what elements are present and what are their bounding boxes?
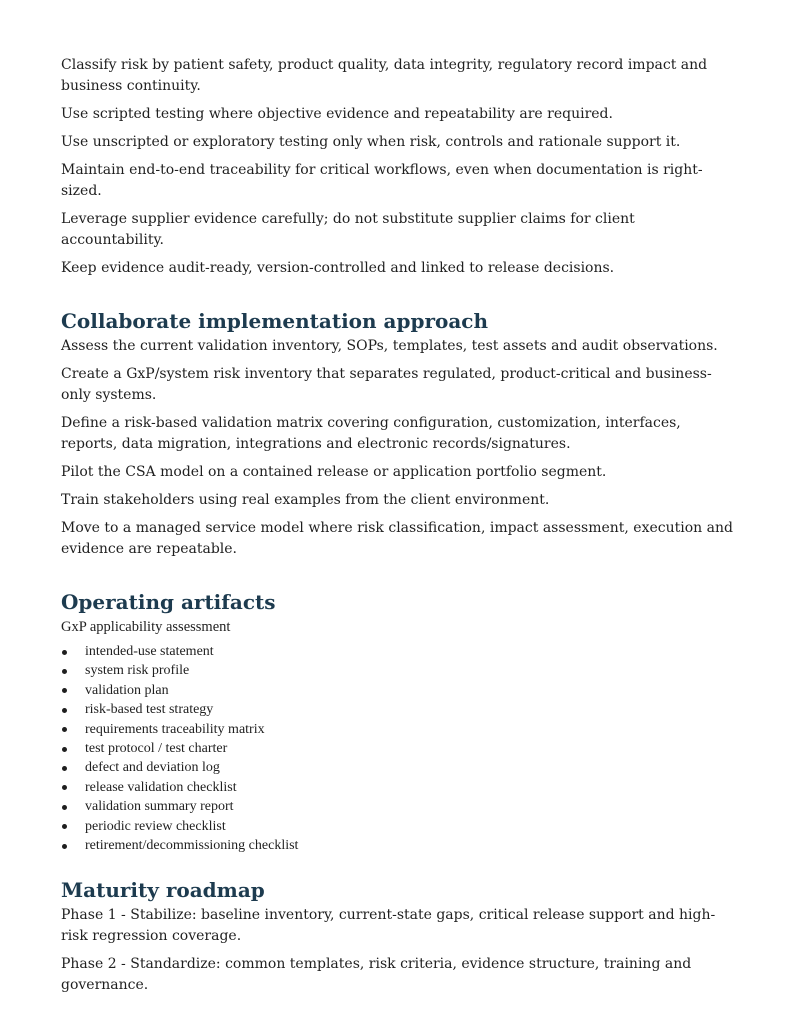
- artifacts-section: [61, 589, 741, 855]
- implementation-heading: Collaborate implementation approach: [61, 309, 489, 333]
- implementation-paragraph: Create a GxP/system risk inventory that separates regulated, product-critical and business-only systems.: [61, 366, 712, 403]
- roadmap-phase-1: Phase 1 - Stabilize: baseline inventory, current-state gaps, critical release support and high-risk regression coverage.: [61, 907, 716, 945]
- roadmap-section: [61, 877, 741, 996]
- intro-paragraph-scripted: Use scripted testing where objective evidence and repeatability are required.: [61, 106, 613, 122]
- intro-paragraph-unscripted: Use unscripted or exploratory testing only when risk, controls and rationale support it.: [61, 134, 681, 150]
- list-item: validation summary report: [61, 797, 741, 816]
- intro-paragraph-risk: Classify risk by patient safety, product quality, data integrity, regulatory record impact and business continuity.: [61, 57, 708, 94]
- implementation-paragraph: Move to a managed service model where risk classification, impact assessment, execution and evidence are repeatable.: [61, 520, 733, 557]
- list-item: intended-use statement: [61, 642, 741, 661]
- list-item: release validation checklist: [61, 778, 741, 797]
- roadmap-heading: Maturity roadmap: [61, 878, 265, 903]
- intro-paragraph-supplier: Leverage supplier evidence carefully; do not substitute supplier claims for client accountability.: [61, 211, 635, 248]
- implementation-section: [61, 308, 741, 560]
- implementation-paragraph: Pilot the CSA model on a contained release or application portfolio segment.: [61, 464, 607, 480]
- implementation-paragraph: Train stakeholders using real examples from the client environment.: [61, 492, 550, 508]
- list-item: retirement/decommissioning checklist: [61, 836, 741, 855]
- list-item: risk-based test strategy: [61, 700, 741, 719]
- intro-paragraph-traceability: Maintain end-to-end traceability for critical workflows, even when documentation is right-sized.: [61, 162, 703, 199]
- intro-section: [61, 55, 741, 279]
- artifacts-list: [61, 642, 741, 855]
- list-item: defect and deviation log: [61, 758, 741, 777]
- artifacts-heading: Operating artifacts: [61, 590, 276, 614]
- list-item: requirements traceability matrix: [61, 720, 741, 739]
- roadmap-phase-2: Phase 2 - Standardize: common templates, risk criteria, evidence structure, training and governance.: [61, 956, 692, 994]
- artifacts-lead: GxP applicability assessment: [61, 619, 231, 635]
- intro-paragraph-evidence: Keep evidence audit-ready, version-controlled and linked to release decisions.: [61, 260, 615, 276]
- document-page: [61, 55, 741, 1003]
- list-item: validation plan: [61, 681, 741, 700]
- implementation-paragraph: Define a risk-based validation matrix covering configuration, customization, interfaces, reports, data migration, integrations and electronic records/signatures.: [61, 415, 681, 452]
- list-item: test protocol / test charter: [61, 739, 741, 758]
- list-item: system risk profile: [61, 661, 741, 680]
- implementation-paragraph: Assess the current validation inventory, SOPs, templates, test assets and audit observations.: [61, 338, 718, 354]
- list-item: periodic review checklist: [61, 817, 741, 836]
